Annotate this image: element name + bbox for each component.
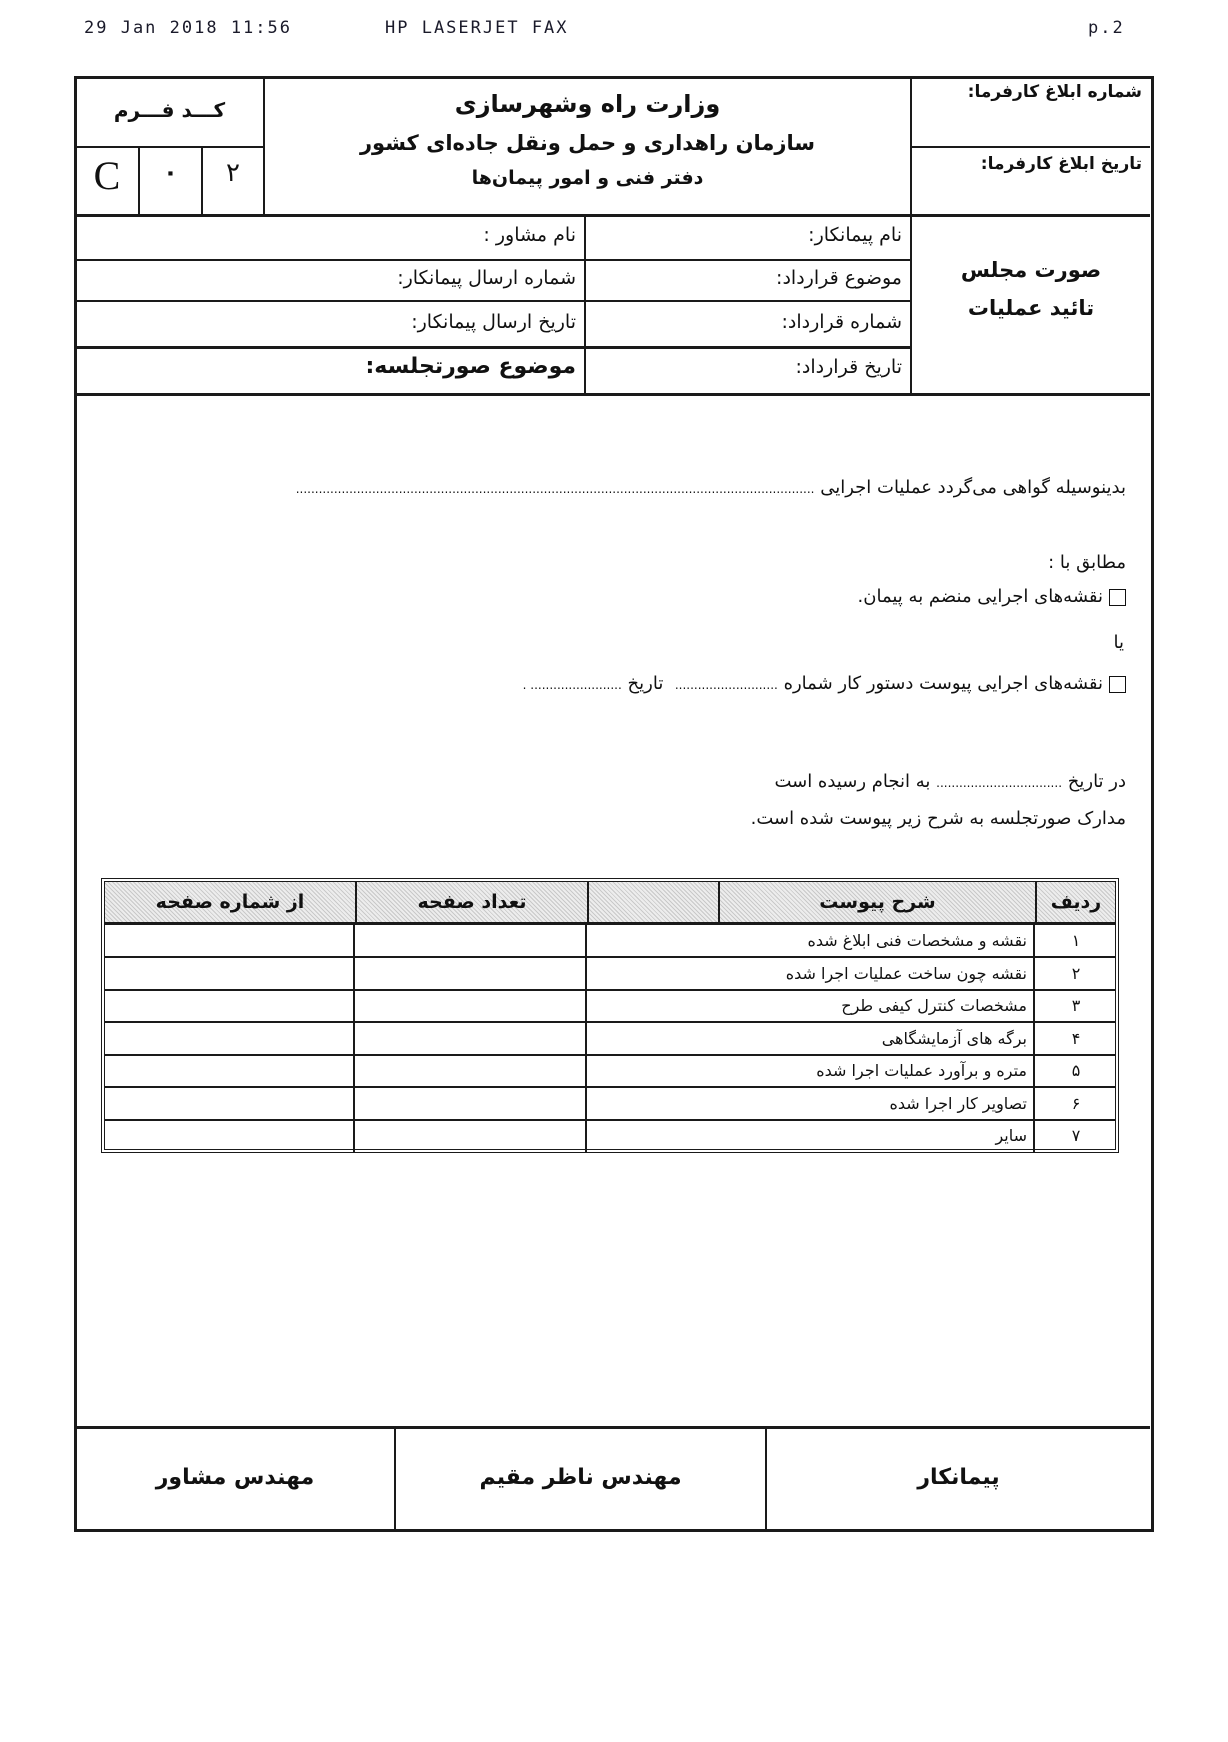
column-divider — [585, 925, 587, 956]
table-row — [105, 1055, 1115, 1088]
option1-checkbox[interactable] — [1109, 589, 1126, 606]
employer-notice-date-label: تاریخ ابلاغ کارفرما: — [980, 154, 1142, 174]
contractor-name-label: نام پیمانکار: — [808, 224, 902, 246]
page-count-cell[interactable] — [357, 1023, 585, 1054]
form-code-cell-3: ۲ — [226, 158, 240, 188]
divider — [584, 215, 586, 395]
certify-dots: ........................................................................................................................................ — [295, 482, 815, 496]
form-title-line2: تائید عملیات — [967, 296, 1095, 320]
column-divider — [585, 1055, 587, 1086]
organization-title: سازمان راهداری و حمل ونقل جاده‌ای کشور — [359, 131, 816, 155]
signature-resident-supervisor: مهندس ناظر مقیم — [479, 1465, 682, 1490]
column-divider — [585, 1088, 587, 1119]
option2-row — [523, 673, 1126, 694]
or-label: یا — [1113, 632, 1124, 653]
divider — [76, 259, 910, 261]
divider — [76, 146, 263, 148]
row-description: مشخصات کنترل کیفی طرح — [841, 996, 1027, 1015]
option2-checkbox[interactable] — [1109, 676, 1126, 693]
column-divider — [353, 925, 355, 956]
table-row — [105, 925, 1115, 958]
option2-text: نقشه‌های اجرایی پیوست دستور کار شماره — [783, 673, 1103, 694]
form-code-label: کـــد فـــرم — [113, 98, 226, 122]
page-count-cell[interactable] — [357, 1120, 585, 1151]
row-number: ۷ — [1071, 1126, 1081, 1145]
row-description: برگه های آزمایشگاهی — [881, 1028, 1027, 1048]
fax-datetime: 29 Jan 2018 11:56 — [84, 18, 292, 38]
contract-date-label: تاریخ قرارداد: — [795, 356, 902, 378]
column-divider — [353, 1023, 355, 1054]
department-title: دفتر فنی و امور پیمان‌ها — [471, 167, 704, 189]
divider — [910, 146, 1150, 148]
divider — [76, 300, 910, 302]
table-row — [105, 1023, 1115, 1056]
table-row — [105, 1088, 1115, 1121]
column-divider — [353, 990, 355, 1021]
row-number: ۲ — [1071, 963, 1081, 983]
signature-consultant: مهندس مشاور — [155, 1465, 315, 1490]
option2-number-dots: ........................... — [674, 678, 778, 692]
header-description: شرح پیوست — [718, 882, 1035, 922]
divider — [76, 393, 1150, 396]
option2-date-dots: ........................ . — [522, 678, 622, 692]
divider — [76, 346, 910, 349]
form-title-line1: صورت مجلس — [960, 258, 1102, 282]
form-code-cell-2: ۰ — [163, 158, 178, 186]
row-description: نقشه چون ساخت عملیات اجرا شده — [785, 963, 1027, 983]
row-description: نقشه و مشخصات فنی ابلاغ شده — [807, 931, 1027, 950]
done-date-line — [774, 771, 1126, 792]
column-divider — [1033, 1055, 1035, 1086]
done-prefix: در تاریخ — [1067, 771, 1126, 792]
according-to-label: مطابق با : — [1048, 552, 1126, 573]
column-divider — [585, 990, 587, 1021]
column-divider — [1033, 925, 1035, 956]
form-frame — [74, 76, 1154, 1532]
option1-text: نقشه‌های اجرایی منضم به پیمان. — [857, 586, 1103, 607]
table-header — [105, 882, 1115, 925]
contract-subject-label: موضوع قرارداد: — [776, 267, 902, 289]
column-divider — [1033, 1023, 1035, 1054]
employer-notice-number-label: شماره ابلاغ کارفرما: — [967, 82, 1142, 102]
from-page-cell[interactable] — [105, 958, 353, 989]
divider — [910, 78, 912, 395]
row-number: ۴ — [1071, 1028, 1081, 1048]
column-divider — [353, 1055, 355, 1086]
from-page-cell[interactable] — [105, 1120, 353, 1151]
page-count-cell[interactable] — [357, 925, 585, 956]
attachments-table — [101, 878, 1119, 1153]
row-description: متره و برآورد عملیات اجرا شده — [816, 1061, 1027, 1080]
row-number: ۱ — [1071, 931, 1081, 950]
header-from-page: از شماره صفحه — [155, 891, 305, 913]
page-count-cell[interactable] — [357, 1088, 585, 1119]
contractor-send-date-label: تاریخ ارسال پیمانکار: — [411, 311, 576, 333]
from-page-cell[interactable] — [105, 1055, 353, 1086]
form-code-cell-1: C — [93, 153, 121, 198]
column-divider — [353, 1120, 355, 1153]
column-divider — [585, 958, 587, 989]
row-number: ۵ — [1071, 1061, 1081, 1080]
from-page-cell[interactable] — [105, 1088, 353, 1119]
header-page-count: تعداد صفحه — [355, 882, 587, 922]
table-row — [105, 958, 1115, 991]
fax-device: HP LASERJET FAX — [385, 18, 569, 38]
column-divider — [1033, 1120, 1035, 1153]
column-divider — [1033, 1088, 1035, 1119]
option2-date-label: تاریخ — [627, 673, 664, 694]
fax-page-number: p.2 — [1088, 18, 1125, 38]
done-dots: ................................. — [936, 776, 1063, 790]
signature-contractor: پیمانکار — [917, 1465, 1000, 1490]
column-divider — [1033, 990, 1035, 1021]
certify-text: بدینوسیله گواهی می‌گردد عملیات اجرایی — [820, 477, 1126, 498]
from-page-cell[interactable] — [105, 1023, 353, 1054]
page-count-cell[interactable] — [357, 1055, 585, 1086]
table-row — [105, 990, 1115, 1023]
option1-row — [858, 586, 1126, 607]
ministry-title: وزارت راه وشهرسازی — [454, 90, 721, 118]
divider — [76, 214, 1150, 217]
table-row — [105, 1120, 1115, 1153]
row-number: ۳ — [1071, 996, 1081, 1015]
column-divider — [353, 958, 355, 989]
minutes-subject-label: موضوع صورتجلسه: — [365, 354, 576, 379]
page-count-cell[interactable] — [357, 958, 585, 989]
certify-line — [296, 477, 1126, 498]
row-number: ۶ — [1071, 1093, 1081, 1113]
row-description: سایر — [995, 1126, 1027, 1145]
from-page-cell[interactable] — [105, 925, 353, 956]
contract-number-label: شماره قرارداد: — [781, 311, 902, 333]
header-row-no: ردیف — [1035, 882, 1115, 922]
column-divider — [1033, 958, 1035, 989]
consultant-name-label: نام مشاور : — [483, 224, 576, 246]
column-divider — [353, 1088, 355, 1119]
done-suffix: به انجام رسیده است — [774, 771, 931, 792]
row-description: تصاویر کار اجرا شده — [889, 1093, 1027, 1113]
page-count-cell[interactable] — [357, 990, 585, 1021]
contractor-send-number-label: شماره ارسال پیمانکار: — [397, 267, 576, 289]
header-blank-cell — [587, 882, 718, 922]
column-divider — [585, 1023, 587, 1054]
from-page-cell[interactable] — [105, 990, 353, 1021]
column-divider — [585, 1120, 587, 1153]
attachments-line: مدارک صورتجلسه به شرح زیر پیوست شده است. — [750, 808, 1126, 829]
